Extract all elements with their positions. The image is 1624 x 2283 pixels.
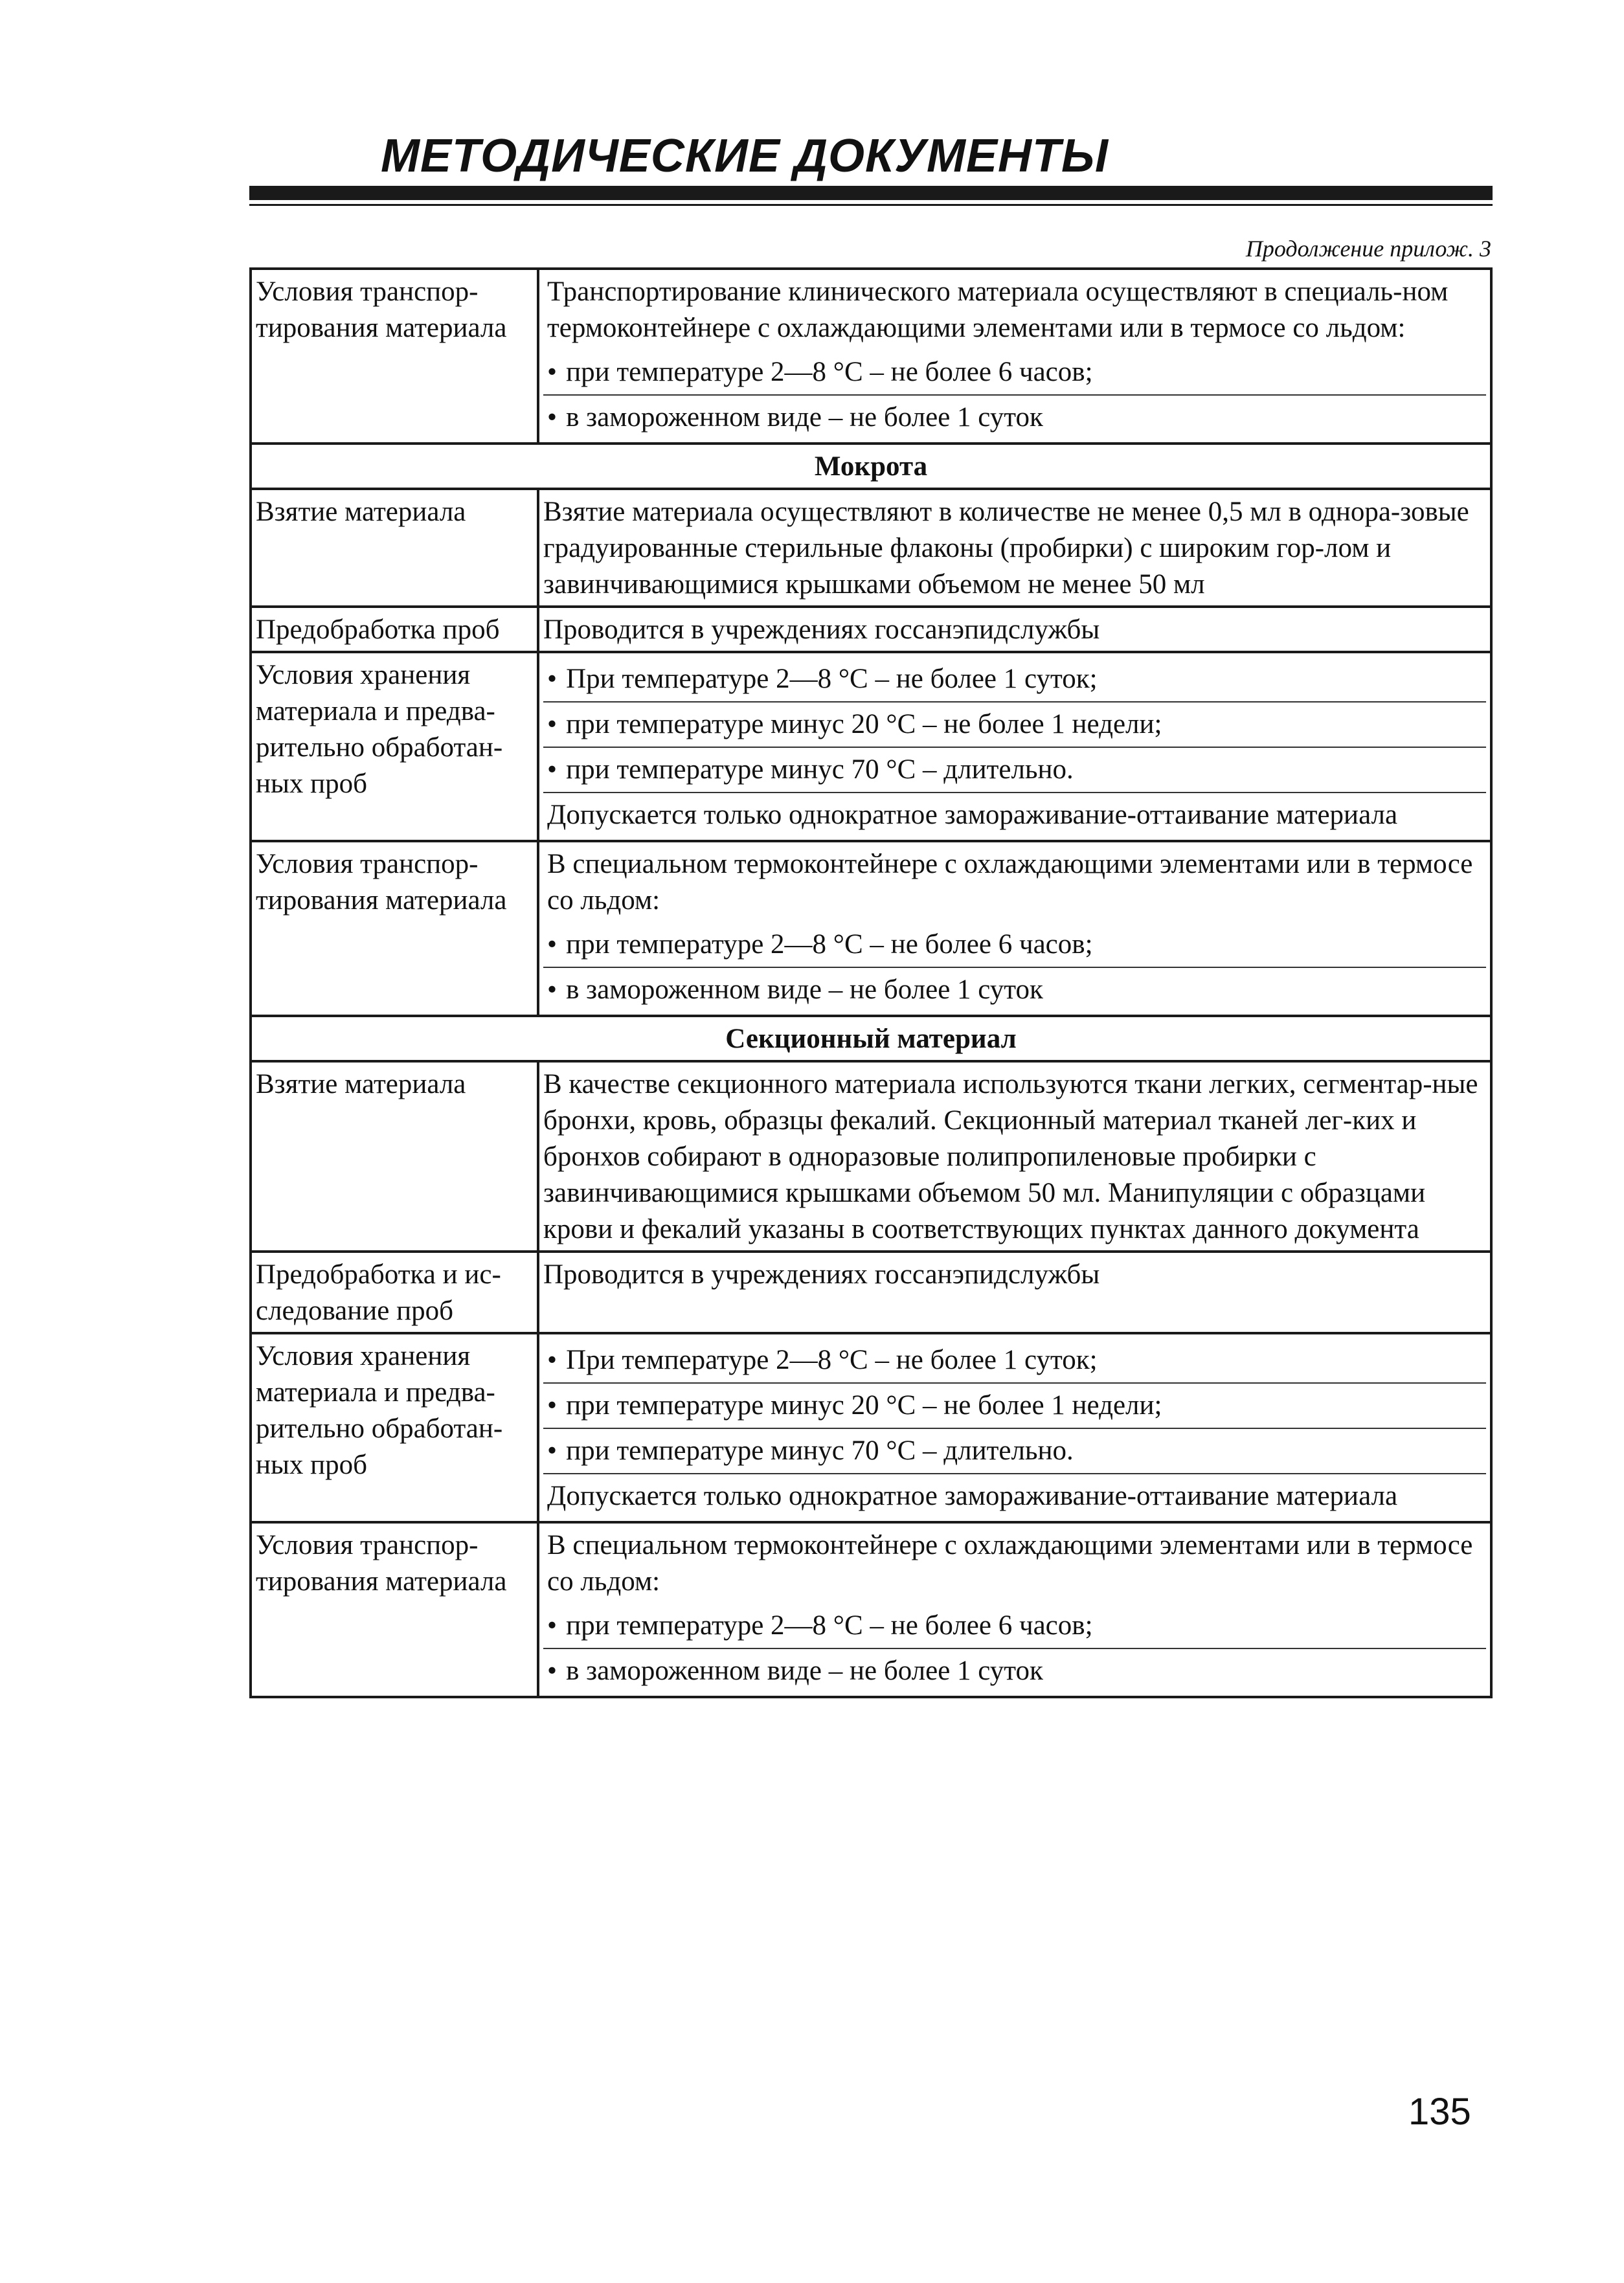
list-item: • при температуре минус 70 °С – длительно. — [543, 1428, 1486, 1473]
row-label: Условия транспор-тирования материала — [251, 841, 538, 1016]
page-number: 135 — [1408, 2091, 1471, 2133]
list-item: • При температуре 2—8 °С – не более 1 суток; — [543, 657, 1486, 701]
table-row — [251, 1061, 1491, 1252]
section-title-sectional: Секционный материал — [251, 1016, 1491, 1061]
list-item: • при температуре 2—8 °С – не более 6 часов; — [543, 923, 1486, 967]
row-content — [538, 269, 1491, 444]
section-row — [251, 444, 1491, 489]
header-rule-thick — [249, 186, 1493, 200]
row-label: Условия хранения материала и предва-рительно обработан-ных проб — [251, 1333, 538, 1522]
list-item: • в замороженном виде – не более 1 суток — [543, 967, 1486, 1012]
row-content — [538, 841, 1491, 1016]
table-row — [251, 1522, 1491, 1697]
row-text: Проводится в учреждениях госсанэпидслужбы — [538, 607, 1491, 652]
row-label: Взятие материала — [251, 1061, 538, 1252]
row-text: В специальном термоконтейнере с охлаждающими элементами или в термосе со льдом: — [547, 849, 1473, 916]
bullet-list — [543, 923, 1486, 1012]
table-row — [251, 1252, 1491, 1333]
row-content — [538, 652, 1491, 841]
list-item: • при температуре 2—8 °С – не более 6 часов; — [543, 350, 1486, 394]
row-text: Транспортирование клинического материала осуществляют в специаль-ном термоконтейнере с охлаждающими элементами или в термосе со льдом: — [547, 276, 1449, 343]
row-content — [538, 1522, 1491, 1697]
storage-note: Допускается только однократное замораживание-оттаивание материала — [543, 1473, 1486, 1518]
row-label: Условия транспор-тирования материала — [251, 1522, 538, 1697]
list-item: • при температуре минус 20 °С – не более 1 недели; — [543, 701, 1486, 747]
list-item: • в замороженном виде – не более 1 суток — [543, 394, 1486, 440]
row-label: Предобработка проб — [251, 607, 538, 652]
table-row — [251, 1333, 1491, 1522]
header-rule-thin — [249, 204, 1493, 206]
row-label: Условия хранения материала и предва-рительно обработан-ных проб — [251, 652, 538, 841]
row-text: Проводится в учреждениях госсанэпидслужбы — [538, 1252, 1491, 1333]
row-content — [538, 1333, 1491, 1522]
table-row — [251, 652, 1491, 841]
table-row — [251, 269, 1491, 444]
bullet-list — [543, 1338, 1486, 1473]
list-item: • При температуре 2—8 °С – не более 1 суток; — [543, 1338, 1486, 1382]
table-row — [251, 489, 1491, 607]
row-label: Предобработка и ис-следование проб — [251, 1252, 538, 1333]
row-text: В качестве секционного материала используются ткани легких, сегментар-ные бронхи, кровь, образцы фекалий. Секционный материал тканей лег-ких и бронхов собирают в одноразовые полипропиленовые пробирки с завинчивающимися крышками объемом 50 мл. Манипуляции с образцами крови и фекалий указаны в соответствующих пунктах данного документа — [538, 1061, 1491, 1252]
section-title-sputum: Мокрота — [251, 444, 1491, 489]
table-row — [251, 841, 1491, 1016]
continuation-note: Продолжение прилож. 3 — [1245, 236, 1491, 262]
requirements-table — [249, 267, 1493, 1698]
row-text: В специальном термоконтейнере с охлаждающими элементами или в термосе со льдом: — [547, 1530, 1473, 1597]
bullet-list — [543, 1604, 1486, 1693]
storage-note: Допускается только однократное замораживание-оттаивание материала — [543, 792, 1486, 837]
list-item: • при температуре 2—8 °С – не более 6 часов; — [543, 1604, 1486, 1648]
table-row — [251, 607, 1491, 652]
row-text: Взятие материала осуществляют в количестве не менее 0,5 мл в однора-зовые градуированные стерильные флаконы (пробирки) с широким гор-лом и завинчивающимися крышками объемом не менее 50 мл — [538, 489, 1491, 607]
row-label: Условия транспор-тирования материала — [251, 269, 538, 444]
bullet-list — [543, 350, 1486, 440]
list-item: • при температуре минус 70 °С – длительно. — [543, 747, 1486, 792]
section-row — [251, 1016, 1491, 1061]
bullet-list — [543, 657, 1486, 792]
list-item: • при температуре минус 20 °С – не более 1 недели; — [543, 1382, 1486, 1428]
list-item: • в замороженном виде – не более 1 суток — [543, 1648, 1486, 1693]
page-header-title: МЕТОДИЧЕСКИЕ ДОКУМЕНТЫ — [381, 130, 1109, 182]
row-label: Взятие материала — [251, 489, 538, 607]
